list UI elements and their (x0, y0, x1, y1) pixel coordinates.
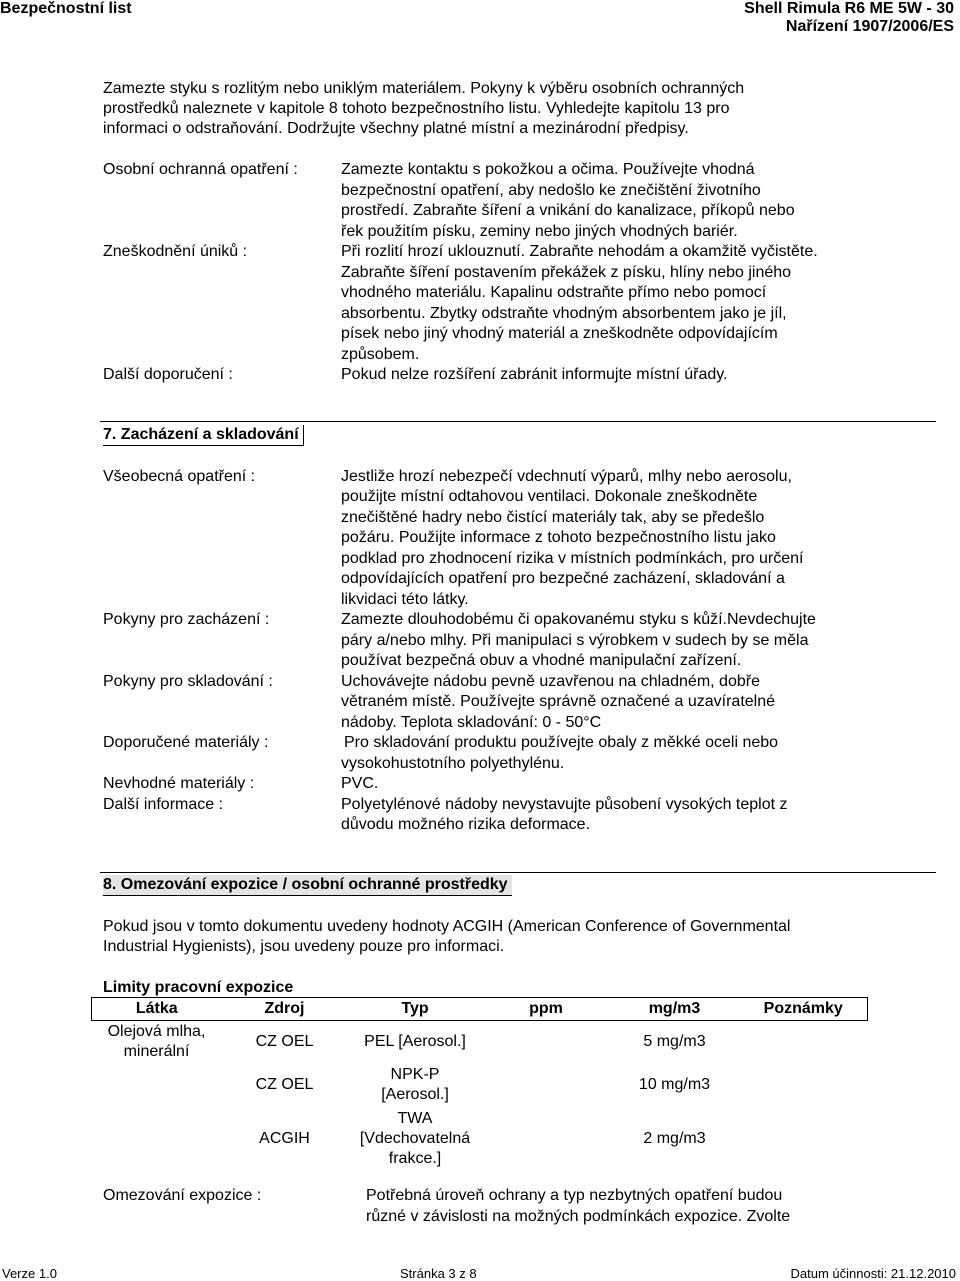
personal-precautions-line-1: Zamezte kontaktu s pokožkou a očima. Používejte vhodná (341, 161, 755, 178)
unsuitable-materials-text: PVC. (341, 775, 379, 792)
cell-substance (92, 1108, 222, 1170)
exposure-limits-heading: Limity pracovní expozice (103, 979, 294, 996)
general-precautions-line-4: požáru. Použijte informace z tohoto bezpečnostního listu jako (341, 529, 776, 546)
exposure-control-line-2: různé v závislosti na možných podmínkách expozice. Zvolte (366, 1208, 791, 1225)
cell-notes (740, 1108, 868, 1170)
cell-ppm (483, 1108, 610, 1170)
section-7-rule (100, 421, 936, 422)
spill-cleanup-line-3: vhodného materiálu. Kapalinu odstraňte přímo nebo pomocí (341, 284, 767, 301)
additional-info-line-2: důvodu možného rizika deformace. (341, 816, 591, 833)
cell-source: ACGIH (259, 1129, 310, 1147)
table-row (92, 1108, 868, 1170)
spill-cleanup-line-5: písek nebo jiný vhodný materiál a zneškodněte odpovídajícím (341, 325, 778, 342)
recommended-materials-label: Doporučené materiály : (103, 734, 269, 751)
intro-line-3: informaci o odstraňování. Dodržujte všechny platné místní a mezinárodní předpisy. (103, 120, 689, 137)
cell-notes (740, 1021, 868, 1063)
spill-cleanup-line-1: Při rozlití hrozí uklouznutí. Zabraňte nehodám a okamžitě vyčistěte. (341, 243, 818, 260)
spill-cleanup-line-4: absorbentu. Zbytky odstraňte vhodným absorbentem jako je jíl, (341, 305, 787, 322)
cell-notes (740, 1063, 868, 1108)
handling-line-1: Zamezte dlouhodobému či opakovanému styku s kůží.Nevdechujte (341, 611, 816, 628)
personal-precautions-line-2: bezpečnostní opatření, aby nedošlo ke znečištění životního (341, 182, 761, 199)
type-line-2: [Vdechovatelná (359, 1129, 471, 1147)
cell-mgm3: 2 mg/m3 (643, 1129, 706, 1147)
section-8-heading (103, 875, 512, 896)
section-8-title: Omezování expozice / osobní ochranné prostředky (120, 876, 508, 893)
cell-substance (92, 1021, 222, 1063)
cell-type (348, 1108, 483, 1170)
storage-line-2: větraném místě. Používejte správně označené a uzavíratelné (341, 693, 776, 710)
general-precautions-line-3: znečištěné hadry nebo čistící materiály tak, aby se předešlo (341, 509, 765, 526)
intro-line-2: prostředků naleznete v kapitole 8 tohoto bezpečnostního listu. Vyhledejte kapitolu 13 pro (103, 100, 730, 117)
general-precautions-line-5: podklad pro zhodnocení rizika v místních podmínkách, pro určení (341, 550, 804, 567)
acgih-note-line-1: Pokud jsou v tomto dokumentu uvedeny hodnoty ACGIH (American Conference of Governmental (103, 918, 791, 935)
handling-line-2: páry a/nebo mlhy. Při manipulaci s výrobkem v sudech by se měla (341, 632, 809, 649)
general-precautions-line-2: použijte místní odtahovou ventilaci. Dokonale zneškodněte (341, 488, 758, 505)
type-line-2: [Aerosol.] (381, 1086, 449, 1103)
table-header-row (92, 998, 868, 1021)
unsuitable-materials-label: Nevhodné materiály : (103, 775, 255, 792)
personal-precautions-line-4: řek použitím písku, zeminy nebo jiných vhodných bariér. (341, 223, 738, 240)
section-7-title: Zacházení a skladování (120, 426, 299, 443)
cell-mgm3: 5 mg/m3 (643, 1032, 706, 1050)
section-7-number: 7. (103, 426, 117, 443)
general-precautions-line-1: Jestliže hrozí nebezpečí vdechnutí výparů, mlhy nebo aerosolu, (341, 468, 792, 485)
spill-cleanup-line-6: způsobem. (341, 346, 420, 363)
cell-mgm3: 10 mg/m3 (638, 1076, 711, 1093)
section-8-rule (100, 872, 936, 873)
cell-type: PEL [Aerosol.] (364, 1032, 466, 1050)
section-8-number: 8. (103, 876, 117, 893)
handling-label: Pokyny pro zacházení : (103, 611, 270, 628)
cell-source: CZ OEL (255, 1076, 314, 1093)
cell-type (348, 1063, 483, 1108)
footer-effective-date: Datum účinnosti: 21.12.2010 (790, 1266, 956, 1281)
personal-precautions-line-3: prostředí. Zabraňte šíření a vnikání do kanalizace, příkopů nebo (341, 202, 795, 219)
additional-info-label: Další informace : (103, 796, 224, 813)
type-line-1: NPK-P (390, 1066, 440, 1083)
document-type-title: Bezpečnostní list (0, 0, 132, 17)
footer-version: Verze 1.0 (2, 1266, 57, 1281)
acgih-note-line-2: Industrial Hygienists), jsou uvedeny pouze pro informaci. (103, 938, 505, 955)
col-header-ppm: ppm (483, 998, 610, 1021)
exposure-control-label: Omezování expozice : (103, 1187, 262, 1204)
table-row (92, 1021, 868, 1063)
product-name: Shell Rimula R6 ME 5W - 30 (744, 0, 954, 17)
regulation-reference: Nařízení 1907/2006/ES (785, 18, 954, 35)
general-precautions-line-7: likvidaci této látky. (341, 591, 469, 608)
col-header-type: Typ (348, 998, 483, 1021)
storage-label: Pokyny pro skladování : (103, 673, 273, 690)
type-line-3: frakce.] (388, 1149, 442, 1167)
col-header-notes: Poznámky (740, 998, 868, 1021)
footer-page-number: Stránka 3 z 8 (400, 1266, 477, 1281)
personal-precautions-label: Osobní ochranná opatření : (103, 161, 298, 178)
storage-line-1: Uchovávejte nádobu pevně uzavřenou na chladném, dobře (341, 673, 760, 690)
exposure-control-line-1: Potřebná úroveň ochrany a typ nezbytných opatření budou (366, 1187, 783, 1204)
spill-cleanup-line-2: Zabraňte šíření postavením překážek z písku, hlíny nebo jiného (341, 264, 792, 281)
table-row (92, 1063, 868, 1108)
section-7-heading (103, 425, 304, 446)
storage-line-3: nádoby. Teplota skladování: 0 - 50°C (341, 714, 602, 731)
recommended-materials-line-1: Pro skladování produktu používejte obaly z měkké oceli nebo (344, 734, 779, 751)
intro-line-1: Zamezte styku s rozlitým nebo uniklým materiálem. Pokyny k výběru osobních ochranných (103, 80, 745, 97)
exposure-limits-table (91, 997, 868, 1170)
substance-line-2: minerální (123, 1042, 190, 1060)
additional-info-line-1: Polyetylénové nádoby nevystavujte působení vysokých teplot z (341, 796, 788, 813)
cell-substance (92, 1063, 222, 1108)
handling-line-3: používat bezpečná obuv a vhodné manipulační zařízení. (341, 652, 742, 669)
substance-line-1: Olejová mlha, (107, 1022, 206, 1040)
recommended-materials-line-2: vysokohustotního polyethylénu. (341, 755, 565, 772)
further-advice-text: Pokud nelze rozšíření zabránit informujte místní úřady. (341, 366, 728, 383)
spill-cleanup-label: Zneškodnění úniků : (103, 243, 248, 260)
general-precautions-line-6: odpovídajících opatření pro bezpečné zacházení, skladování a (341, 570, 785, 587)
document-header-right (744, 0, 954, 36)
col-header-mgm3: mg/m3 (610, 998, 740, 1021)
col-header-source: Zdroj (222, 998, 348, 1021)
general-precautions-label: Všeobecná opatření : (103, 468, 256, 485)
cell-ppm (483, 1063, 610, 1108)
type-line-1: TWA (397, 1109, 433, 1127)
cell-ppm (483, 1021, 610, 1063)
col-header-substance: Látka (92, 998, 222, 1021)
cell-source: CZ OEL (255, 1032, 314, 1050)
further-advice-label: Další doporučení : (103, 366, 233, 383)
